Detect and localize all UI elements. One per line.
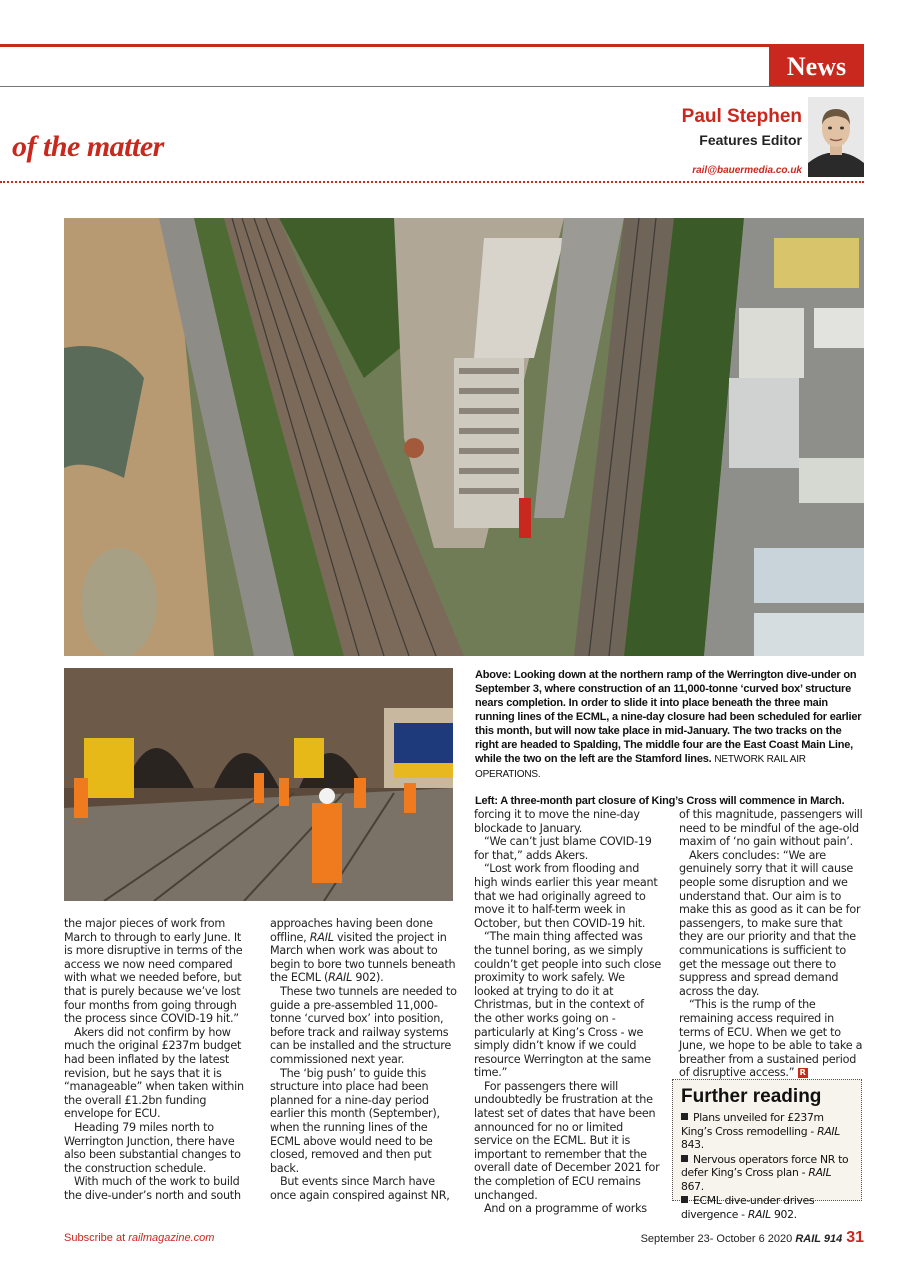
footer-subscribe[interactable] <box>64 1232 214 1244</box>
body-paragraph: And on a programme of works <box>484 1202 647 1216</box>
body-paragraph <box>679 998 865 1080</box>
text-run: visited the project in March when work was about to begin to bore two tunnels beneath the ECML ( <box>270 930 456 985</box>
author-email[interactable]: rail@bauermedia.co.uk <box>692 165 802 176</box>
text-run: 902). <box>352 971 384 985</box>
main-caption-text: Above: Looking down at the northern ramp of the Werrington dive-under on September 3, where construction of an 11,000-tonne ‘curved box’ structure nears completion. In order to slide it into place beneath the three main running lines of the ECML, a nine-day closure had been scheduled for earlier this month, but will now take place in mid-January. The two tracks on the right are headed to Spalding, The middle four are the East Coast Main Line, while the two on the left are the Stamford lines. <box>475 669 862 765</box>
author-role: Features Editor <box>699 132 802 148</box>
photo-caption <box>475 668 865 808</box>
page-number: 31 <box>846 1229 864 1246</box>
further-reading-item <box>681 1111 853 1152</box>
main-photo-caption <box>475 668 865 782</box>
square-bullet-icon <box>681 1113 688 1120</box>
body-column-3 <box>474 808 662 1216</box>
subscribe-site[interactable]: railmagazine.com <box>128 1232 215 1244</box>
magazine-name: RAIL <box>795 1233 821 1245</box>
body-paragraph: These two tunnels are needed to guide a pre-assembled 11,000-tonne ‘curved box’ into position, before track and railway systems can be installed and the structure commissioned next year. <box>270 984 457 1066</box>
body-column-2 <box>270 917 458 1202</box>
section-tab: News <box>769 47 864 86</box>
item-text: Plans unveiled for £237m King’s Cross remodelling - <box>681 1111 824 1138</box>
square-bullet-icon <box>681 1155 688 1162</box>
text-run: approaches having been done offline, <box>270 917 433 944</box>
kings-cross-photo <box>64 668 453 901</box>
further-reading-item <box>681 1153 853 1194</box>
left-photo-caption: Left: A three-month part closure of King’s Cross will commence in March. <box>475 795 845 807</box>
further-reading-item <box>681 1194 853 1221</box>
body-paragraph: forcing it to move the nine-day blockade to January. <box>474 808 640 835</box>
item-issue: 843. <box>681 1138 704 1151</box>
magazine-name: RAIL <box>808 1166 832 1179</box>
further-reading-box <box>672 1079 862 1221</box>
body-paragraph: “Lost work from flooding and high winds earlier this year meant that we had originally agreed to move it to half-term week in October, but then COVID-19 hit. <box>474 862 658 930</box>
body-paragraph: the major pieces of work from March to through to early June. It is more disruptive in terms of the access we now need compared with what we needed before, but that is purely because we’ve lost four months from going through the process since COVID-19 hit.” <box>64 917 243 1026</box>
body-paragraph: Akers concludes: “We are genuinely sorry that it will cause people some disruption and we understand that. Our aim is to make this as good as it can be for passengers, to make sure that they are our priority and that the communications is sufficient to get the message out there to suppress and spread demand across the day. <box>679 848 861 998</box>
issue-date: September 23- October 6 2020 <box>640 1233 796 1245</box>
magazine-name: RAIL <box>817 1124 841 1138</box>
body-column-4 <box>679 808 865 1080</box>
author-name: Paul Stephen <box>681 106 802 127</box>
headline: of the matter <box>12 130 164 163</box>
footer-folio <box>641 1229 864 1247</box>
text-run: “This is the rump of the remaining access required in terms of ECU. When we get to June, we hope to be able to take a breather from a sustained period of disruptive access.” <box>679 998 863 1080</box>
body-paragraph: For passengers there will undoubtedly be frustration at the latest set of dates that have been announced for no or limited service on the ECML. But it is important to remember that the overall date of December 2021 for the completion of ECU remains unchanged. <box>474 1079 660 1202</box>
body-column-1 <box>64 917 252 1202</box>
aerial-photo-werrington <box>64 218 864 656</box>
further-reading-title: Further reading <box>681 1086 822 1107</box>
body-paragraph: “We can’t just blame COVID-19 for that,” adds Akers. <box>474 835 652 862</box>
body-paragraph: With much of the work to build the dive-under’s north and south <box>64 1175 241 1202</box>
body-paragraph: Heading 79 miles north to Werrington Junction, there have also been substantial changes to the construction schedule. <box>64 1120 241 1175</box>
item-issue: 902. <box>770 1207 797 1221</box>
square-bullet-icon <box>681 1196 688 1203</box>
magazine-name: RAIL <box>747 1207 771 1221</box>
top-red-rule <box>0 44 864 47</box>
author-portrait <box>808 97 864 177</box>
item-text: Nervous operators force NR to defer King’s Cross plan - <box>681 1152 849 1179</box>
body-paragraph: But events since March have once again conspired against NR, <box>270 1175 450 1202</box>
item-issue: 867. <box>681 1179 704 1193</box>
body-paragraph: of this magnitude, passengers will need to be mindful of the age-old maxim of ‘no gain without pain’. <box>679 808 863 849</box>
end-mark-icon: R <box>798 1068 808 1078</box>
header-dotted-rule <box>0 181 864 183</box>
magazine-name: RAIL <box>328 971 353 985</box>
issue-number: 914 <box>820 1233 843 1245</box>
body-paragraph: The ‘big push’ to guide this structure into place had been planned for a nine-day period earlier this month (September), when the running lines of the ECML above would need to be closed, removed and then put back. <box>270 1066 440 1175</box>
subscribe-prefix: Subscribe at <box>64 1232 129 1244</box>
body-paragraph <box>270 917 458 985</box>
header-rule <box>0 86 864 87</box>
body-paragraph: “The main thing affected was the tunnel boring, as we simply couldn’t get people into such close proximity to work safely. We looked at trying to do it at Christmas, but in the context of the other works going on - particularly at King’s Cross - we simply didn’t know if we could resource Werrington at the same time.” <box>474 930 662 1080</box>
magazine-name: RAIL <box>309 930 334 944</box>
photo-credit: NETWORK RAIL AIR OPERATIONS. <box>475 754 806 780</box>
item-text: ECML dive-under drives divergence - <box>681 1194 815 1221</box>
body-paragraph: Akers did not confirm by how much the original £237m budget had been inflated by the latest revision, but he says that it is “manageable” when taken within the overall £1.2bn funding envelope for ECU. <box>64 1025 244 1121</box>
